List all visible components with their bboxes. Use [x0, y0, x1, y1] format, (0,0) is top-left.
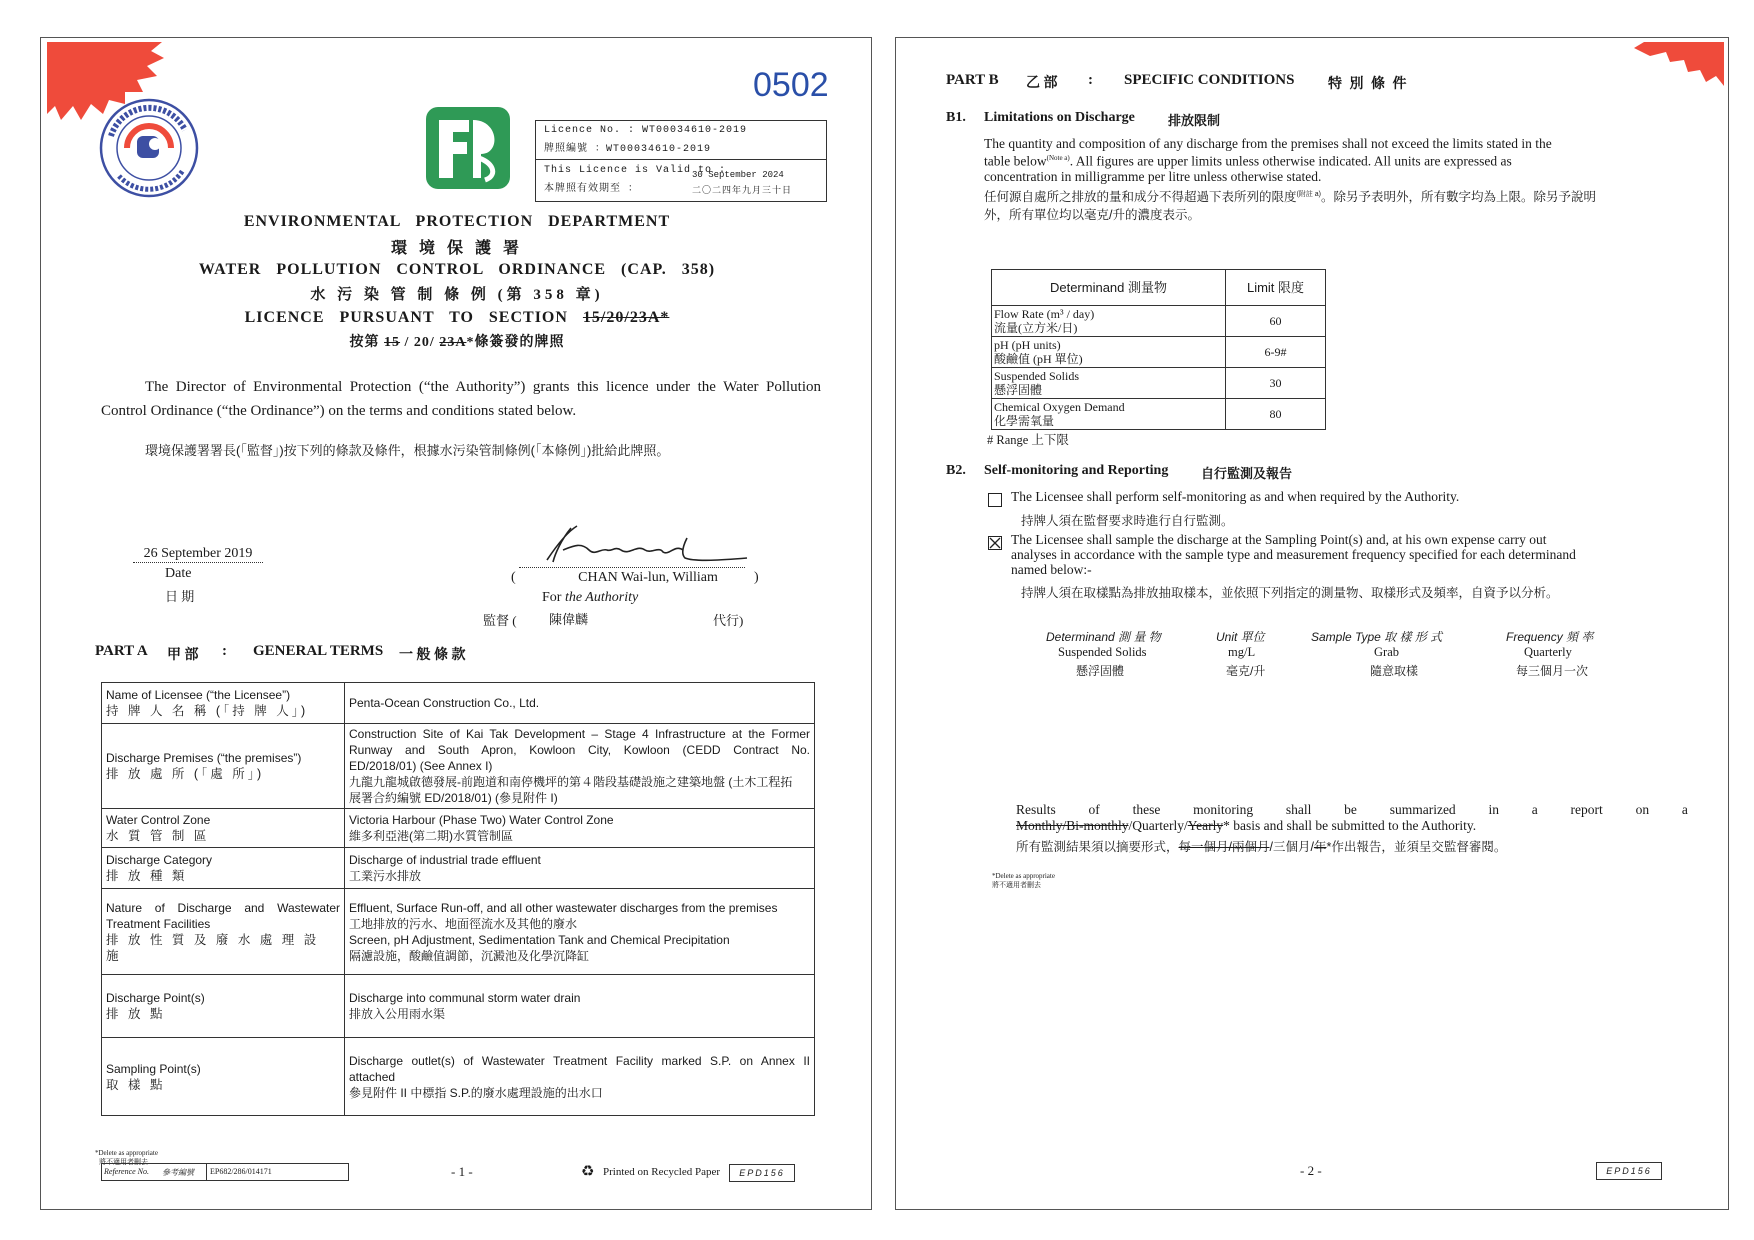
valid-date-en: 30 September 2024	[692, 170, 784, 180]
self-monitoring-checkbox[interactable]	[988, 493, 1002, 507]
page-number-stamp: 0502	[753, 66, 829, 104]
valid-label-en: This Licence is Valid to :	[544, 165, 727, 176]
results-word: Results	[1016, 802, 1056, 817]
terms-label-zh: 排 放 點	[106, 1007, 166, 1021]
mon-head-sample-type: Sample Type 取 樣 形 式	[1311, 630, 1443, 644]
sampling-checkbox[interactable]	[988, 536, 1002, 550]
limits-value: 6-9#	[1226, 337, 1326, 368]
epd-seal-stamp	[97, 96, 201, 200]
limits-determinand	[992, 368, 1226, 399]
results-word: be	[1344, 802, 1357, 817]
b2-title-en: Self-monitoring and Reporting	[984, 463, 1169, 478]
mon-head-determinand: Determinand 測 量 物	[1046, 630, 1161, 644]
date-label-zh: 日 期	[165, 589, 195, 604]
terms-label	[102, 683, 345, 724]
check-x-icon	[989, 537, 1001, 549]
b1-title-en: Limitations on Discharge	[984, 110, 1135, 125]
ref-label-zh: 參考編號	[162, 1168, 194, 1177]
limits-head-limit: Limit 限度	[1226, 270, 1326, 306]
limits-head-determinand: Determinand 測量物	[992, 270, 1226, 306]
results-word: shall	[1285, 802, 1312, 817]
terms-label	[102, 889, 345, 975]
delete-note-zh: 將不適用者刪去	[99, 1158, 148, 1166]
b2-title-zh: 自行監測及報告	[1201, 466, 1293, 481]
limits-value: 30	[1226, 368, 1326, 399]
recycled-paper-note: Printed on Recycled Paper	[603, 1166, 720, 1178]
terms-label-zh: 排 放 性 質 及 廢 水 處 理 設 施	[106, 932, 320, 963]
terms-label-zh: 排 放 處 所 (「處 所」)	[106, 767, 265, 781]
limits-row	[992, 337, 1326, 368]
part-b-label: PART B	[946, 72, 999, 88]
department-title-en: ENVIRONMENTAL PROTECTION DEPARTMENT	[243, 213, 671, 230]
b2-option1-en: The Licensee shall perform self-monitoring as and when required by the Authority.	[1011, 489, 1460, 504]
terms-value-line: Discharge outlet(s) of Wastewater Treatment Facility marked S.P. on Annex II	[349, 1053, 810, 1068]
b1-title-zh: 排放限制	[1168, 113, 1221, 128]
results-word: monitoring	[1193, 802, 1254, 817]
licence-no-zh: 牌照編號 ：WT00034610-2019	[544, 144, 712, 155]
delete-note-en: *Delete as appropriate	[95, 1149, 158, 1157]
red-corner-seal	[1634, 42, 1724, 86]
terms-value-line: 維多利亞港(第二期)水質管制區	[349, 829, 513, 843]
terms-label-en: Water Control Zone	[106, 813, 211, 827]
terms-value-line: 排放入公用雨水渠	[349, 1007, 446, 1021]
limits-determinand	[992, 306, 1226, 337]
terms-label	[102, 848, 345, 889]
terms-value-line: Effluent, Surface Run-off, and all other wastewater discharges from the premises	[349, 900, 778, 915]
part-b-title-zh: 特 別 條 件	[1328, 77, 1409, 92]
recycle-icon: ♻	[581, 1164, 595, 1180]
sign-zh-prefix: 監督 (	[483, 613, 517, 628]
mon-determinand: Suspended Solids	[1058, 645, 1147, 659]
limits-determinand-zh: 酸鹼值 (pH 單位)	[994, 352, 1083, 366]
terms-value-line: 隔濾設施，酸鹼值調節，沉澱池及化學沉降缸	[349, 948, 590, 963]
delete-note-en-2: *Delete as appropriate	[992, 872, 1055, 880]
terms-value	[345, 683, 815, 724]
limits-row	[992, 399, 1326, 430]
limits-row	[992, 306, 1326, 337]
results-word: on	[1635, 802, 1650, 817]
department-title-zh: 環 境 保 護 署	[390, 240, 523, 257]
intro-paragraph-en: The Director of Environmental Protection (“the Authority”) grants this licence under the Water Pollution Control Ordinance (“the Ordinance”) on the terms and conditions stated below.	[101, 379, 821, 419]
limits-determinand-zh: 流量(立方米/日)	[994, 321, 1078, 335]
terms-value-line: Construction Site of Kai Tak Development – Stage 4 Infrastructure at the Former	[349, 727, 810, 741]
terms-label-zh: 水 質 管 制 區	[106, 829, 210, 843]
results-word: summarized	[1389, 802, 1456, 817]
terms-value-line: Runway and South Apron, Kowloon City, Kowloon (CEDD Contract No.	[349, 743, 810, 757]
terms-row	[102, 889, 815, 975]
terms-label-en: Sampling Point(s)	[106, 1061, 201, 1076]
results-paragraph-line2: Monthly/Bi-monthly/Quarterly/Yearly* basis and shall be submitted to the Authority.	[1016, 818, 1477, 833]
part-b-colon: :	[1088, 72, 1093, 88]
part-b-title-en: SPECIFIC CONDITIONS	[1124, 72, 1295, 88]
terms-label-en: Discharge Premises (“the premises”)	[106, 751, 302, 765]
limits-value: 80	[1226, 399, 1326, 430]
handwritten-signature	[511, 520, 751, 568]
terms-value	[345, 724, 815, 809]
mon-head-unit: Unit 單位	[1216, 630, 1265, 644]
part-a-colon: :	[222, 643, 227, 659]
results-word: report	[1570, 802, 1603, 817]
mon-unit: mg/L	[1228, 645, 1256, 659]
terms-label-en: Discharge Point(s)	[106, 991, 205, 1005]
terms-label-en: Name of Licensee (“the Licensee”)	[106, 688, 291, 702]
results-word: in	[1488, 802, 1499, 817]
terms-value	[345, 848, 815, 889]
page-1-number: - 1 -	[451, 1164, 473, 1179]
terms-row	[102, 683, 815, 724]
sign-zh-name: 陳偉麟	[549, 612, 589, 627]
terms-value-line: Discharge into communal storm water drain	[349, 991, 581, 1005]
mon-sample-type: Grab	[1374, 645, 1399, 659]
terms-row	[102, 975, 815, 1038]
results-word: of	[1088, 802, 1100, 817]
discharge-limits-table	[991, 269, 1326, 430]
licence-section-zh: 按第 15 / 20/ 23A*條簽發的牌照	[349, 335, 565, 350]
terms-label-zh: 取 樣 點	[106, 1077, 166, 1092]
part-a-title-en: GENERAL TERMS	[253, 643, 384, 659]
terms-label	[102, 724, 345, 809]
results-word: these	[1132, 802, 1161, 817]
date-label-en: Date	[165, 566, 192, 581]
epd-logo	[425, 106, 511, 190]
terms-value-line: 工業污水排放	[349, 869, 422, 883]
b1-number: B1.	[946, 110, 966, 125]
results-paragraph-zh: 所有監測結果須以摘要形式，每一個月/兩個月/三個月/年*作出報告，並須呈交監督審閱。	[1016, 840, 1507, 854]
b2-option1-zh: 持牌人須在監督要求時進行自行監測。	[1021, 514, 1234, 528]
valid-label-zh: 本牌照有效期至 ：	[544, 184, 640, 195]
sign-paren-left: (	[511, 570, 516, 585]
licence-no-en: Licence No. : WT00034610-2019	[544, 125, 748, 136]
terms-value-line: Screen, pH Adjustment, Sedimentation Tank and Chemical Precipitation	[349, 932, 730, 947]
terms-value-line: 展署合約編號 ED/2018/01) (參見附件 I)	[349, 791, 558, 805]
limits-determinand-en: Suspended Solids	[994, 369, 1080, 383]
terms-label-zh: 持 牌 人 名 稱 (「持 牌 人」)	[106, 704, 309, 718]
b2-option2-zh: 持牌人須在取樣點為排放抽取樣本，並依照下列指定的測量物、取樣形式及頻率，自資予以分析。	[1021, 586, 1559, 600]
delete-note-zh-2: 將不適用者刪去	[992, 881, 1041, 889]
for-authority: For the Authority	[542, 590, 639, 605]
limits-determinand-zh: 化學需氧量	[994, 414, 1055, 428]
terms-value-line: Penta-Ocean Construction Co., Ltd.	[349, 696, 540, 710]
limits-determinand-zh: 懸浮固體	[994, 383, 1043, 397]
issue-date: 26 September 2019	[133, 546, 263, 563]
limits-determinand-en: Chemical Oxygen Demand	[994, 400, 1125, 414]
terms-label-en: Nature of Discharge and Wastewater Treatment Facilities	[106, 900, 340, 931]
terms-label-en: Discharge Category	[106, 853, 213, 867]
licence-page-1	[40, 37, 872, 1210]
mon-frequency-zh: 每三個月一次	[1516, 664, 1589, 678]
sign-zh-suffix: 代行)	[713, 613, 744, 628]
reference-no-box	[101, 1163, 349, 1181]
monitoring-schedule	[1036, 628, 1656, 688]
limits-determinand-en: pH (pH units)	[994, 338, 1061, 352]
results-word: a	[1531, 802, 1538, 817]
mon-unit-zh: 毫克/升	[1226, 664, 1266, 678]
terms-value-line: ED/2018/01) (See Annex I)	[349, 759, 493, 773]
ordinance-title-zh: 水 污 染 管 制 條 例 (第 358 章)	[310, 287, 604, 303]
limits-determinand	[992, 337, 1226, 368]
sign-paren-right: )	[754, 570, 759, 585]
terms-row	[102, 809, 815, 848]
terms-value-line: Victoria Harbour (Phase Two) Water Control Zone	[349, 813, 614, 827]
limits-determinand-en: Flow Rate (m³ / day)	[994, 307, 1095, 321]
terms-label	[102, 1038, 345, 1116]
b1-paragraph-en: The quantity and composition of any discharge from the premises shall not exceed the limits stated in the table below$^{(Note a)}$. All figures are upper limits unless otherwise indicated. All units are expressed as concentration in milligramme per litre unless otherwise stated.	[984, 136, 1552, 184]
terms-row	[102, 848, 815, 889]
results-paragraph-line1	[1016, 802, 1688, 818]
mon-frequency: Quarterly	[1524, 645, 1572, 659]
mon-sample-type-zh: 隨意取樣	[1370, 664, 1419, 678]
part-b-label-zh: 乙 部	[1026, 76, 1058, 91]
valid-date-zh: 二〇二四年九月三十日	[692, 186, 793, 196]
terms-value	[345, 809, 815, 848]
b2-number: B2.	[946, 463, 966, 478]
limits-row	[992, 368, 1326, 399]
page-2-number: - 2 -	[1300, 1163, 1322, 1178]
form-code-2: EPD156	[1596, 1162, 1662, 1180]
ref-value: EP682/286/014171	[210, 1167, 272, 1176]
terms-value-line: 工地排放的污水、地面徑流水及其他的廢水	[349, 916, 578, 931]
b1-paragraph-zh: 任何源自處所之排放的量和成分不得超過下表所列的限度$^{(附註 a)}$。除另予表明外，所有數字均為上限。除另予說明 外，所有單位均以毫克/升的濃度表示。	[984, 190, 1597, 223]
terms-row	[102, 724, 815, 809]
mon-head-frequency: Frequency 頻 率	[1506, 630, 1594, 644]
terms-row	[102, 1038, 815, 1116]
ref-label-en: Reference No.	[104, 1167, 150, 1176]
results-word: a	[1681, 802, 1688, 817]
ordinance-title-en: WATER POLLUTION CONTROL ORDINANCE (CAP. 358)	[198, 261, 716, 278]
signatory-name: CHAN Wai-lun, William	[578, 570, 718, 585]
terms-value-line: 九龍九龍城啟德發展-前跑道和南停機坪的第４階段基礎設施之建築地盤 (土木工程拓	[349, 775, 793, 789]
general-terms-table	[101, 682, 815, 1116]
licence-page-2	[895, 37, 1729, 1210]
form-code-1: EPD156	[729, 1164, 795, 1182]
intro-paragraph-zh: 環境保護署署長(「監督」)按下列的條款及條件，根據水污染管制條例(「本條例」)批給此牌照。	[145, 443, 670, 458]
terms-value	[345, 889, 815, 975]
b2-option2-en: The Licensee shall sample the discharge at the Sampling Point(s) and, at his own expense carry out analyses in accordance with the sample type and measurement frequency specified for each determinand named below:-	[1011, 532, 1576, 577]
licence-info-box	[535, 120, 827, 202]
terms-value-line: Discharge of industrial trade effluent	[349, 853, 541, 867]
licence-section-en: LICENCE PURSUANT TO SECTION 15/20/23A*	[244, 309, 670, 326]
part-a-label: PART A	[95, 643, 148, 659]
mon-determinand-zh: 懸浮固體	[1076, 664, 1125, 678]
terms-value-line: 參見附件 II 中標指 S.P.的廢水處理設施的出水口	[349, 1085, 603, 1100]
limits-determinand	[992, 399, 1226, 430]
terms-label-zh: 排 放 種 類	[106, 869, 188, 883]
terms-value-line: attached	[349, 1069, 396, 1084]
range-note: # Range 上下限	[987, 433, 1069, 447]
terms-label	[102, 809, 345, 848]
part-a-label-zh: 甲 部	[167, 648, 199, 663]
terms-value	[345, 975, 815, 1038]
terms-value	[345, 1038, 815, 1116]
terms-label	[102, 975, 345, 1038]
part-a-title-zh: 一 般 條 款	[399, 648, 466, 663]
limits-value: 60	[1226, 306, 1326, 337]
